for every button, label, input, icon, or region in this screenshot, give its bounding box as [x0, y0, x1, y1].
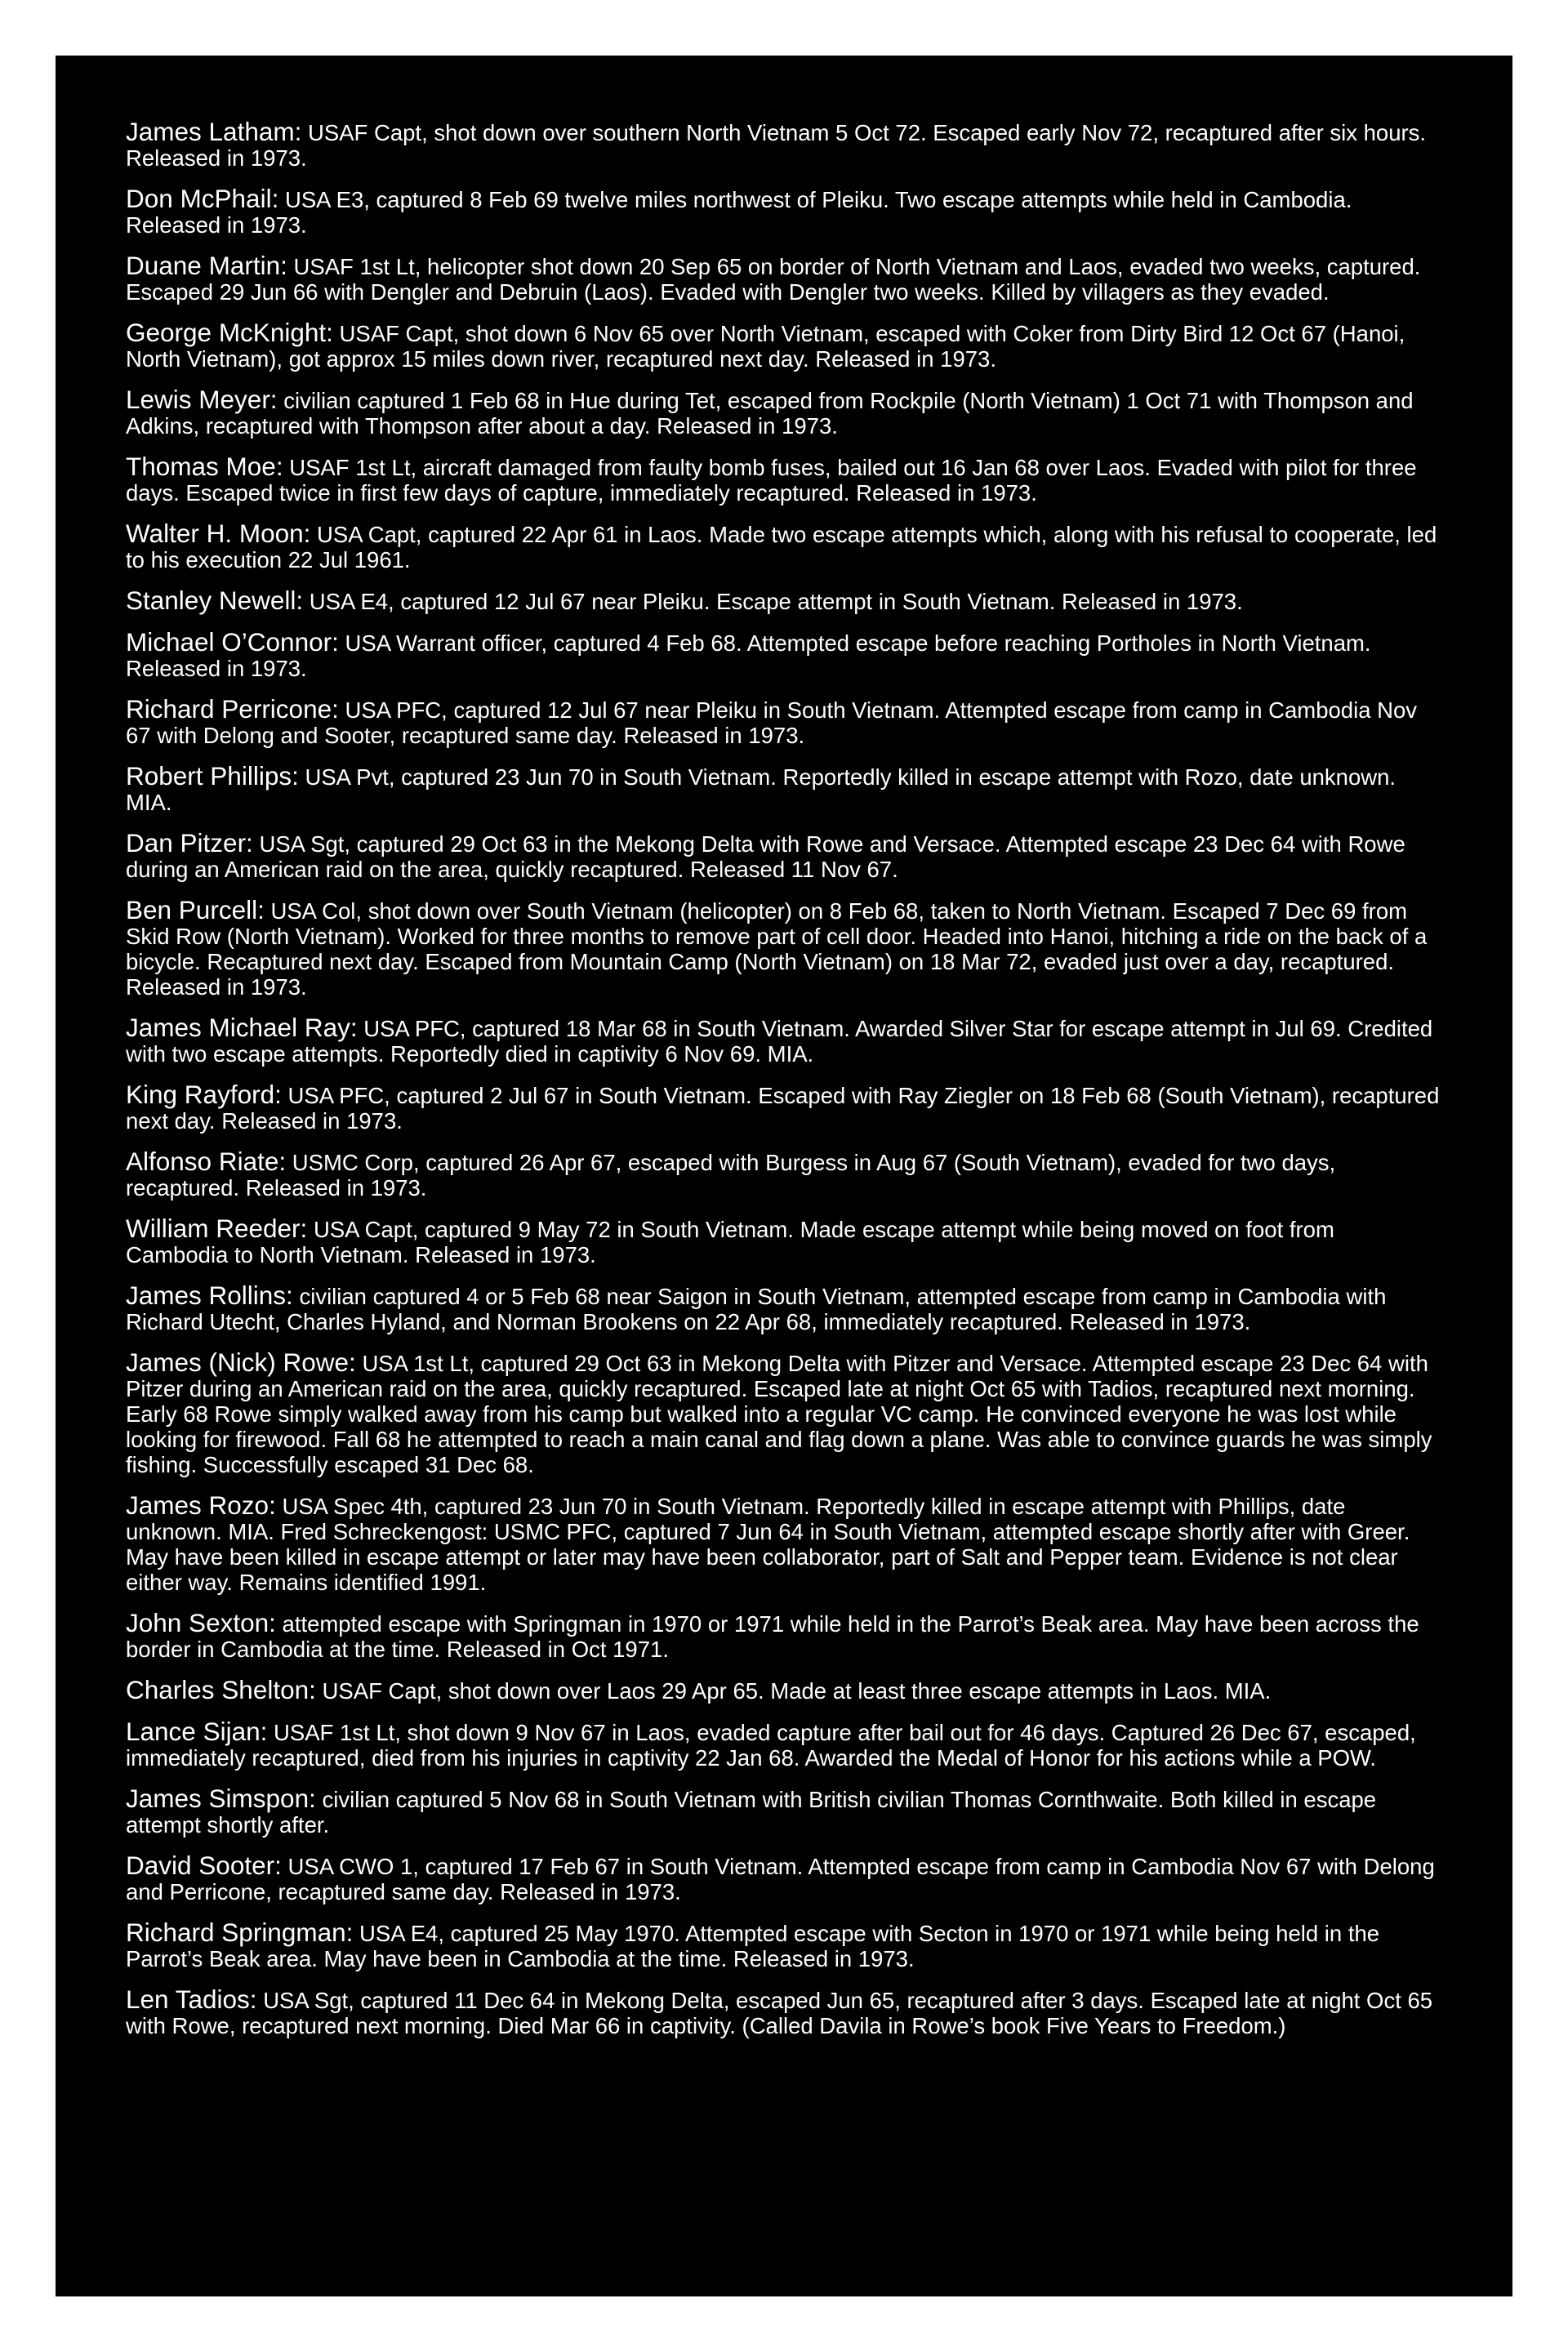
entry	[126, 253, 1442, 305]
entry-name: Don McPhail:	[126, 184, 279, 213]
pow-escape-list	[126, 119, 1442, 2054]
entry-description: USA Sgt, captured 29 Oct 63 in the Mekong Delta with Rowe and Versace. Attempted escape 23 Dec 64 with Rowe during an American raid on the area, quickly recaptured. Released 11 Nov 67.	[126, 831, 1405, 882]
entry-description: USAF 1st Lt, aircraft damaged from faulty bomb fuses, bailed out 16 Jan 68 over Laos. Evaded with pilot for three days. Escaped twice in first few days of capture, immediately recaptured. Released in 1973.	[126, 455, 1417, 506]
entry	[126, 761, 1442, 815]
entry	[126, 1920, 1442, 1971]
entry-description: USA E4, captured 25 May 1970. Attempted escape with Secton in 1970 or 1971 while being held in the Parrot’s Beak area. May have been in Cambodia at the time. Released in 1973.	[126, 1921, 1380, 1971]
entry-description: USAF Capt, shot down over Laos 29 Apr 65. Made at least three escape attempts in Laos. MIA.	[322, 1678, 1272, 1704]
entry-name: Duane Martin:	[126, 251, 287, 280]
entry-name: King Rayford:	[126, 1080, 282, 1109]
entry	[126, 119, 1442, 171]
entry-name: Len Tadios:	[126, 1984, 257, 2014]
entry-name: James Michael Ray:	[126, 1013, 358, 1042]
entry-description: civilian captured 5 Nov 68 in South Vietnam with British civilian Thomas Cornthwaite. Both killed in escape attempt shortly after.	[126, 1787, 1377, 1838]
entry-description: USA PFC, captured 2 Jul 67 in South Vietnam. Escaped with Ray Ziegler on 18 Feb 68 (South Vietnam), recaptured next day. Released in 1973.	[126, 1083, 1440, 1134]
entry	[126, 588, 1442, 614]
entry	[126, 1149, 1442, 1200]
entry	[126, 627, 1442, 681]
entry	[126, 1984, 1442, 2038]
entry	[126, 387, 1442, 439]
entry	[126, 186, 1442, 238]
entry	[126, 694, 1442, 748]
entry-name: Alfonso Riate:	[126, 1147, 287, 1176]
entry-description: USA Pvt, captured 23 Jun 70 in South Vietnam. Reportedly killed in escape attempt with Rozo, date unknown. MIA.	[126, 764, 1396, 815]
entry	[126, 1610, 1442, 1662]
entry-description: USA Warrant officer, captured 4 Feb 68. Attempted escape before reaching Portholes in North Vietnam. Released in 1973.	[126, 630, 1371, 681]
entry-description: civilian captured 4 or 5 Feb 68 near Saigon in South Vietnam, attempted escape from camp in Cambodia with Richard Utecht, Charles Hyland, and Norman Brookens on 22 Apr 68, immediately recaptured. Released in 1973.	[126, 1284, 1387, 1334]
entry-name: James Simspon:	[126, 1784, 316, 1813]
entry	[126, 1216, 1442, 1267]
entry	[126, 1719, 1442, 1771]
entry	[126, 1350, 1442, 1477]
entry-name: William Reeder:	[126, 1214, 308, 1243]
entry-description: USAF 1st Lt, shot down 9 Nov 67 in Laos, evaded capture after bail out for 46 days. Captured 26 Dec 67, escaped, immediately recaptured, died from his injuries in captivity 22 Jan 68. Awarded the Medal of Honor for his actions while a POW.	[126, 1720, 1416, 1771]
entry-description: USAF Capt, shot down over southern North Vietnam 5 Oct 72. Escaped early Nov 72, recaptured after six hours. Released in 1973.	[126, 120, 1427, 171]
entry	[126, 1853, 1442, 1904]
entry-description: USA 1st Lt, captured 29 Oct 63 in Mekong Delta with Pitzer and Versace. Attempted escape 23 Dec 64 with Pitzer during an American raid on the area, quickly recaptured. Escaped late at night Oct 65 with Tadios, recaptured next morning. Early 68 Rowe simply walked away from his camp but walked into a regular VC camp. He convinced everyone he was lost while looking for firewood. Fall 68 he attempted to reach a main canal and flag down a plane. Was able to convince guards he was simply fishing. Successfully escaped 31 Dec 68.	[126, 1351, 1432, 1477]
entry-name: James Rozo:	[126, 1490, 276, 1520]
entry-description: USA Spec 4th, captured 23 Jun 70 in South Vietnam. Reportedly killed in escape attempt with Phillips, date unknown. MIA. Fred Schreckengost: USMC PFC, captured 7 Jun 64 in South Vietnam, attempted escape shortly after with Greer. May have been killed in escape attempt or later may have been collaborator, part of Salt and Pepper team. Evidence is not clear either way. Remains identified 1991.	[126, 1494, 1410, 1595]
entry-description: civilian captured 1 Feb 68 in Hue during Tet, escaped from Rockpile (North Vietnam) 1 Oct 71 with Thompson and Adkins, recaptured with Thompson after about a day. Released in 1973.	[126, 388, 1414, 439]
entry-description: attempted escape with Springman in 1970 or 1971 while held in the Parrot’s Beak area. May have been across the border in Cambodia at the time. Released in Oct 1971.	[126, 1611, 1419, 1662]
entry	[126, 1786, 1442, 1838]
entry-description: USMC Corp, captured 26 Apr 67, escaped with Burgess in Aug 67 (South Vietnam), evaded for two days, recaptured. Released in 1973.	[126, 1150, 1336, 1200]
entry-name: Michael O’Connor:	[126, 627, 339, 657]
entry-description: USA E4, captured 12 Jul 67 near Pleiku. Escape attempt in South Vietnam. Released in 1973.	[309, 589, 1243, 614]
entry-name: James (Nick) Rowe:	[126, 1348, 356, 1377]
entry-name: James Latham:	[126, 117, 302, 146]
entry	[126, 1490, 1442, 1595]
entry-name: Charles Shelton:	[126, 1675, 316, 1704]
entry-description: USA Sgt, captured 11 Dec 64 in Mekong Delta, escaped Jun 65, recaptured after 3 days. Escaped late at night Oct 65 with Rowe, recaptured next morning. Died Mar 66 in captivity. (Called Davila in Rowe’s book Five Years to Freedom.)	[126, 1988, 1433, 2038]
entry-description: USA PFC, captured 18 Mar 68 in South Vietnam. Awarded Silver Star for escape attempt in Jul 69. Credited with two escape attempts. Reportedly died in captivity 6 Nov 69. MIA.	[126, 1016, 1433, 1067]
entry-description: USA PFC, captured 12 Jul 67 near Pleiku in South Vietnam. Attempted escape from camp in Cambodia Nov 67 with Delong and Sooter, recaptured same day. Released in 1973.	[126, 697, 1418, 748]
entry	[126, 895, 1442, 1000]
entry-name: Richard Springman:	[126, 1918, 354, 1947]
entry-name: Richard Perricone:	[126, 694, 339, 724]
entry-description: USA CWO 1, captured 17 Feb 67 in South Vietnam. Attempted escape from camp in Cambodia Nov 67 with Delong and Perricone, recaptured same day. Released in 1973.	[126, 1854, 1435, 1904]
entry	[126, 828, 1442, 882]
entry-description: USAF Capt, shot down 6 Nov 65 over North Vietnam, escaped with Coker from Dirty Bird 12 Oct 67 (Hanoi, North Vietnam), got approx 15 miles down river, recaptured next day. Released in 1973.	[126, 321, 1405, 372]
entry-name: James Rollins:	[126, 1281, 293, 1310]
entry-description: USA E3, captured 8 Feb 69 twelve miles northwest of Pleiku. Two escape attempts while held in Cambodia. Released in 1973.	[126, 187, 1352, 238]
entry	[126, 1677, 1442, 1704]
entry-description: USAF 1st Lt, helicopter shot down 20 Sep 65 on border of North Vietnam and Laos, evaded two weeks, captured. Escaped 29 Jun 66 with Dengler and Debruin (Laos). Evaded with Dengler two weeks. Killed by villagers as they evaded.	[126, 254, 1421, 305]
entry-description: USA Col, shot down over South Vietnam (helicopter) on 8 Feb 68, taken to North Vietnam. Escaped 7 Dec 69 from Skid Row (North Vietnam). Worked for three months to remove part of cell door. Headed into Hanoi, hitching a ride on the back of a bicycle. Recaptured next day. Escaped from Mountain Camp (North Vietnam) on 18 Mar 72, evaded just over a day, recaptured. Released in 1973.	[126, 898, 1428, 1000]
entry	[126, 454, 1442, 506]
entry-name: Thomas Moe:	[126, 452, 283, 481]
entry-name: John Sexton:	[126, 1608, 276, 1637]
entry-name: George McKnight:	[126, 318, 333, 347]
entry	[126, 320, 1442, 372]
entry-name: Ben Purcell:	[126, 895, 265, 924]
entry	[126, 521, 1442, 572]
entry-description: USA Capt, captured 22 Apr 61 in Laos. Made two escape attempts which, along with his refusal to cooperate, led to his execution 22 Jul 1961.	[126, 522, 1437, 572]
entry-name: Lewis Meyer:	[126, 385, 278, 414]
entry-description: USA Capt, captured 9 May 72 in South Vietnam. Made escape attempt while being moved on foot from Cambodia to North Vietnam. Released in 1973.	[126, 1217, 1334, 1267]
entry-name: Stanley Newell:	[126, 586, 304, 615]
entry	[126, 1283, 1442, 1334]
entry-name: Lance Sijan:	[126, 1717, 268, 1746]
entry	[126, 1082, 1442, 1134]
entry-name: Robert Phillips:	[126, 761, 299, 791]
entry	[126, 1015, 1442, 1067]
entry-name: Walter H. Moon:	[126, 519, 311, 548]
entry-name: David Sooter:	[126, 1851, 282, 1880]
entry-name: Dan Pitzer:	[126, 828, 253, 858]
